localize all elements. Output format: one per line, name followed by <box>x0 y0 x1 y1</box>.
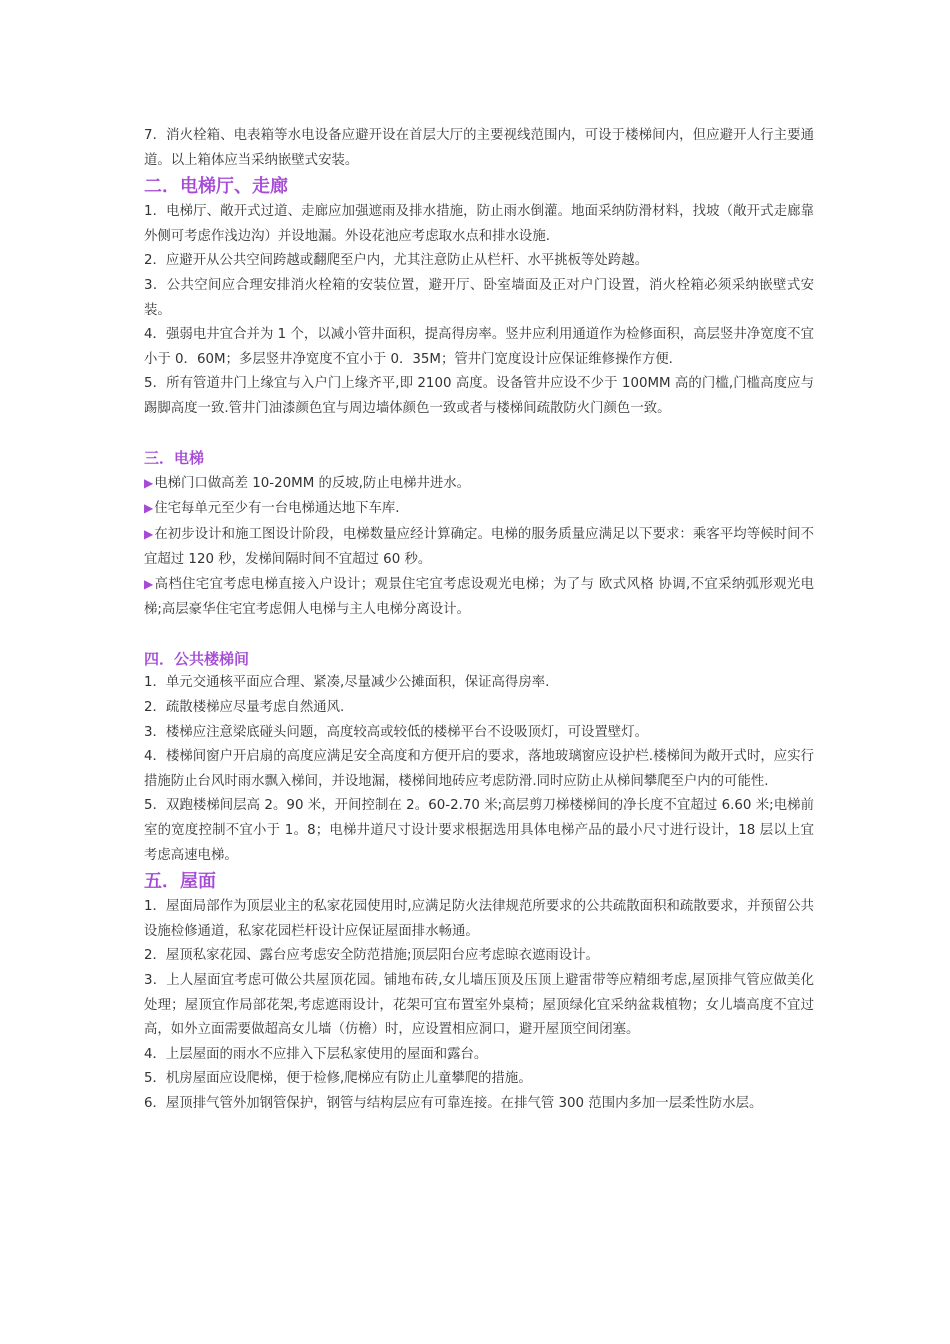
paragraph-s5-1: 1．屋面局部作为顶层业主的私家花园使用时,应满足防火法律规范所要求的公共疏散面积和疏散要求，并预留公共设施检修通道，私家花园栏杆设计应保证屋面排水畅通。 <box>144 899 814 939</box>
paragraph-s5-2: 2．屋顶私家花园、露台应考虑安全防范措施;顶层阳台应考虑晾衣遮雨设计。 <box>144 948 599 964</box>
triangle-bullet-icon: ▶ <box>144 526 154 541</box>
paragraph-s2-1: 1．电梯厅、敞开式过道、走廊应加强遮雨及排水措施，防止雨水倒灌。地面采纳防滑材料，找坡（敞开式走廊靠外侧可考虑作浅边沟）并设地漏。外设花池应考虑取水点和排水设施. <box>144 204 814 244</box>
paragraph-s4-1: 1．单元交通核平面应合理、紧凑,尽量减少公摊面积，保证高得房率. <box>144 675 550 691</box>
bullet-item <box>144 496 814 522</box>
spacer <box>144 422 814 447</box>
paragraph-s5-3: 3．上人屋面宜考虑可做公共屋顶花园。铺地布砖,女儿墙压顶及压顶上避雷带等应精细考虑,屋顶排气管应做美化处理；屋顶宜作局部花架,考虑遮雨设计，花架可宜布置室外桌椅；屋顶绿化宜采纳盆栽植物；女儿墙高度不宜过高，如外立面需要做超高女儿墙（仿檐）时，应设置相应洞口，避开屋顶空间闭塞。 <box>144 973 814 1038</box>
section-title-elevator-hall: 二．电梯厅、走廊 <box>144 176 288 198</box>
paragraph-s4-5: 5．双跑楼梯间层高 2。90 米，开间控制在 2。60-2.70 米;高层剪刀梯楼梯间的净长度不宜超过 6.60 米;电梯前室的宽度控制不宜小于 1。8；电梯井道尺寸设计要求根据选用具体电梯产品的最小尺寸进行设计，18 层以上宜考虑高速电梯。 <box>144 798 814 863</box>
paragraph-s4-3: 3．楼梯应注意梁底碰头问题，高度较高或较低的楼梯平台不设吸顶灯，可设置壁灯。 <box>144 724 648 740</box>
bullet-text: 电梯门口做高差 10-20MM 的反坡,防止电梯井进水。 <box>154 475 471 491</box>
triangle-bullet-icon: ▶ <box>144 475 154 490</box>
paragraph-s4-4: 4．楼梯间窗户开启扇的高度应满足安全高度和方便开启的要求，落地玻璃窗应设护栏.楼梯间为敞开式时，应实行措施防止台风时雨水飘入梯间，并设地漏，楼梯间地砖应考虑防滑.同时应防止从梯间攀爬至户内的可能性. <box>144 749 814 789</box>
section-title-roof: 五．屋面 <box>144 871 216 893</box>
bullet-item <box>144 572 814 622</box>
paragraph-s2-4: 4．强弱电井宜合并为 1 个，以减小管井面积，提高得房率。竖井应利用通道作为检修面积，高层竖井净宽度不宜小于 0．60M；多层竖井净宽度不宜小于 0．35M；管井门宽度设计应保证维修操作方便. <box>144 327 814 367</box>
paragraph-s5-6: 6．屋顶排气管外加钢管保护，钢管与结构层应有可靠连接。在排气管 300 范围内多加一层柔性防水层。 <box>144 1095 763 1111</box>
bullet-item <box>144 522 814 572</box>
paragraph-s5-4: 4．上层屋面的雨水不应排入下层私家使用的屋面和露台。 <box>144 1046 488 1062</box>
bullet-text: 高档住宅宜考虑电梯直接入户设计；观景住宅宜考虑设观光电梯；为了与 欧式风格 协调,不宜采纳弧形观光电梯;高层豪华住宅宜考虑佣人电梯与主人电梯分离设计。 <box>144 577 814 617</box>
document-page <box>144 124 814 1117</box>
bullet-text: 住宅每单元至少有一台电梯通达地下车库. <box>154 501 400 517</box>
bullet-text: 在初步设计和施工图设计阶段，电梯数量应经计算确定。电梯的服务质量应满足以下要求：乘客平均等候时间不宜超过 120 秒，发梯间隔时间不宜超过 60 秒。 <box>144 526 815 567</box>
paragraph-s5-5: 5．机房屋面应设爬梯，便于检修,爬梯应有防止儿童攀爬的措施。 <box>144 1071 532 1087</box>
paragraph-s2-2: 2．应避开从公共空间跨越或翻爬至户内，尤其注意防止从栏杆、水平挑板等处跨越。 <box>144 253 648 269</box>
bullet-item <box>144 471 814 497</box>
paragraph-intro-7: 7．消火栓箱、电表箱等水电设备应避开设在首层大厅的主要视线范围内，可设于楼梯间内，但应避开人行主要通道。以上箱体应当采纳嵌壁式安装。 <box>144 128 814 168</box>
section-title-elevator: 三．电梯 <box>144 449 205 468</box>
paragraph-s2-5: 5．所有管道井门上缘宜与入户门上缘齐平,即 2100 高度。设备管井应设不少于 100MM 高的门槛,门槛高度应与踢脚高度一致.管井门油漆颜色宜与周边墙体颜色一致或者与楼梯间疏散防火门颜色一致。 <box>144 376 814 416</box>
triangle-bullet-icon: ▶ <box>144 501 154 516</box>
section-title-stairwell: 四．公共楼梯间 <box>144 649 250 668</box>
paragraph-s4-2: 2．疏散楼梯应尽量考虑自然通风. <box>144 700 345 716</box>
triangle-bullet-icon: ▶ <box>144 577 154 592</box>
spacer <box>144 622 814 647</box>
paragraph-s2-3: 3．公共空间应合理安排消火栓箱的安装位置，避开厅、卧室墙面及正对户门设置，消火栓箱必须采纳嵌壁式安装。 <box>144 277 814 318</box>
